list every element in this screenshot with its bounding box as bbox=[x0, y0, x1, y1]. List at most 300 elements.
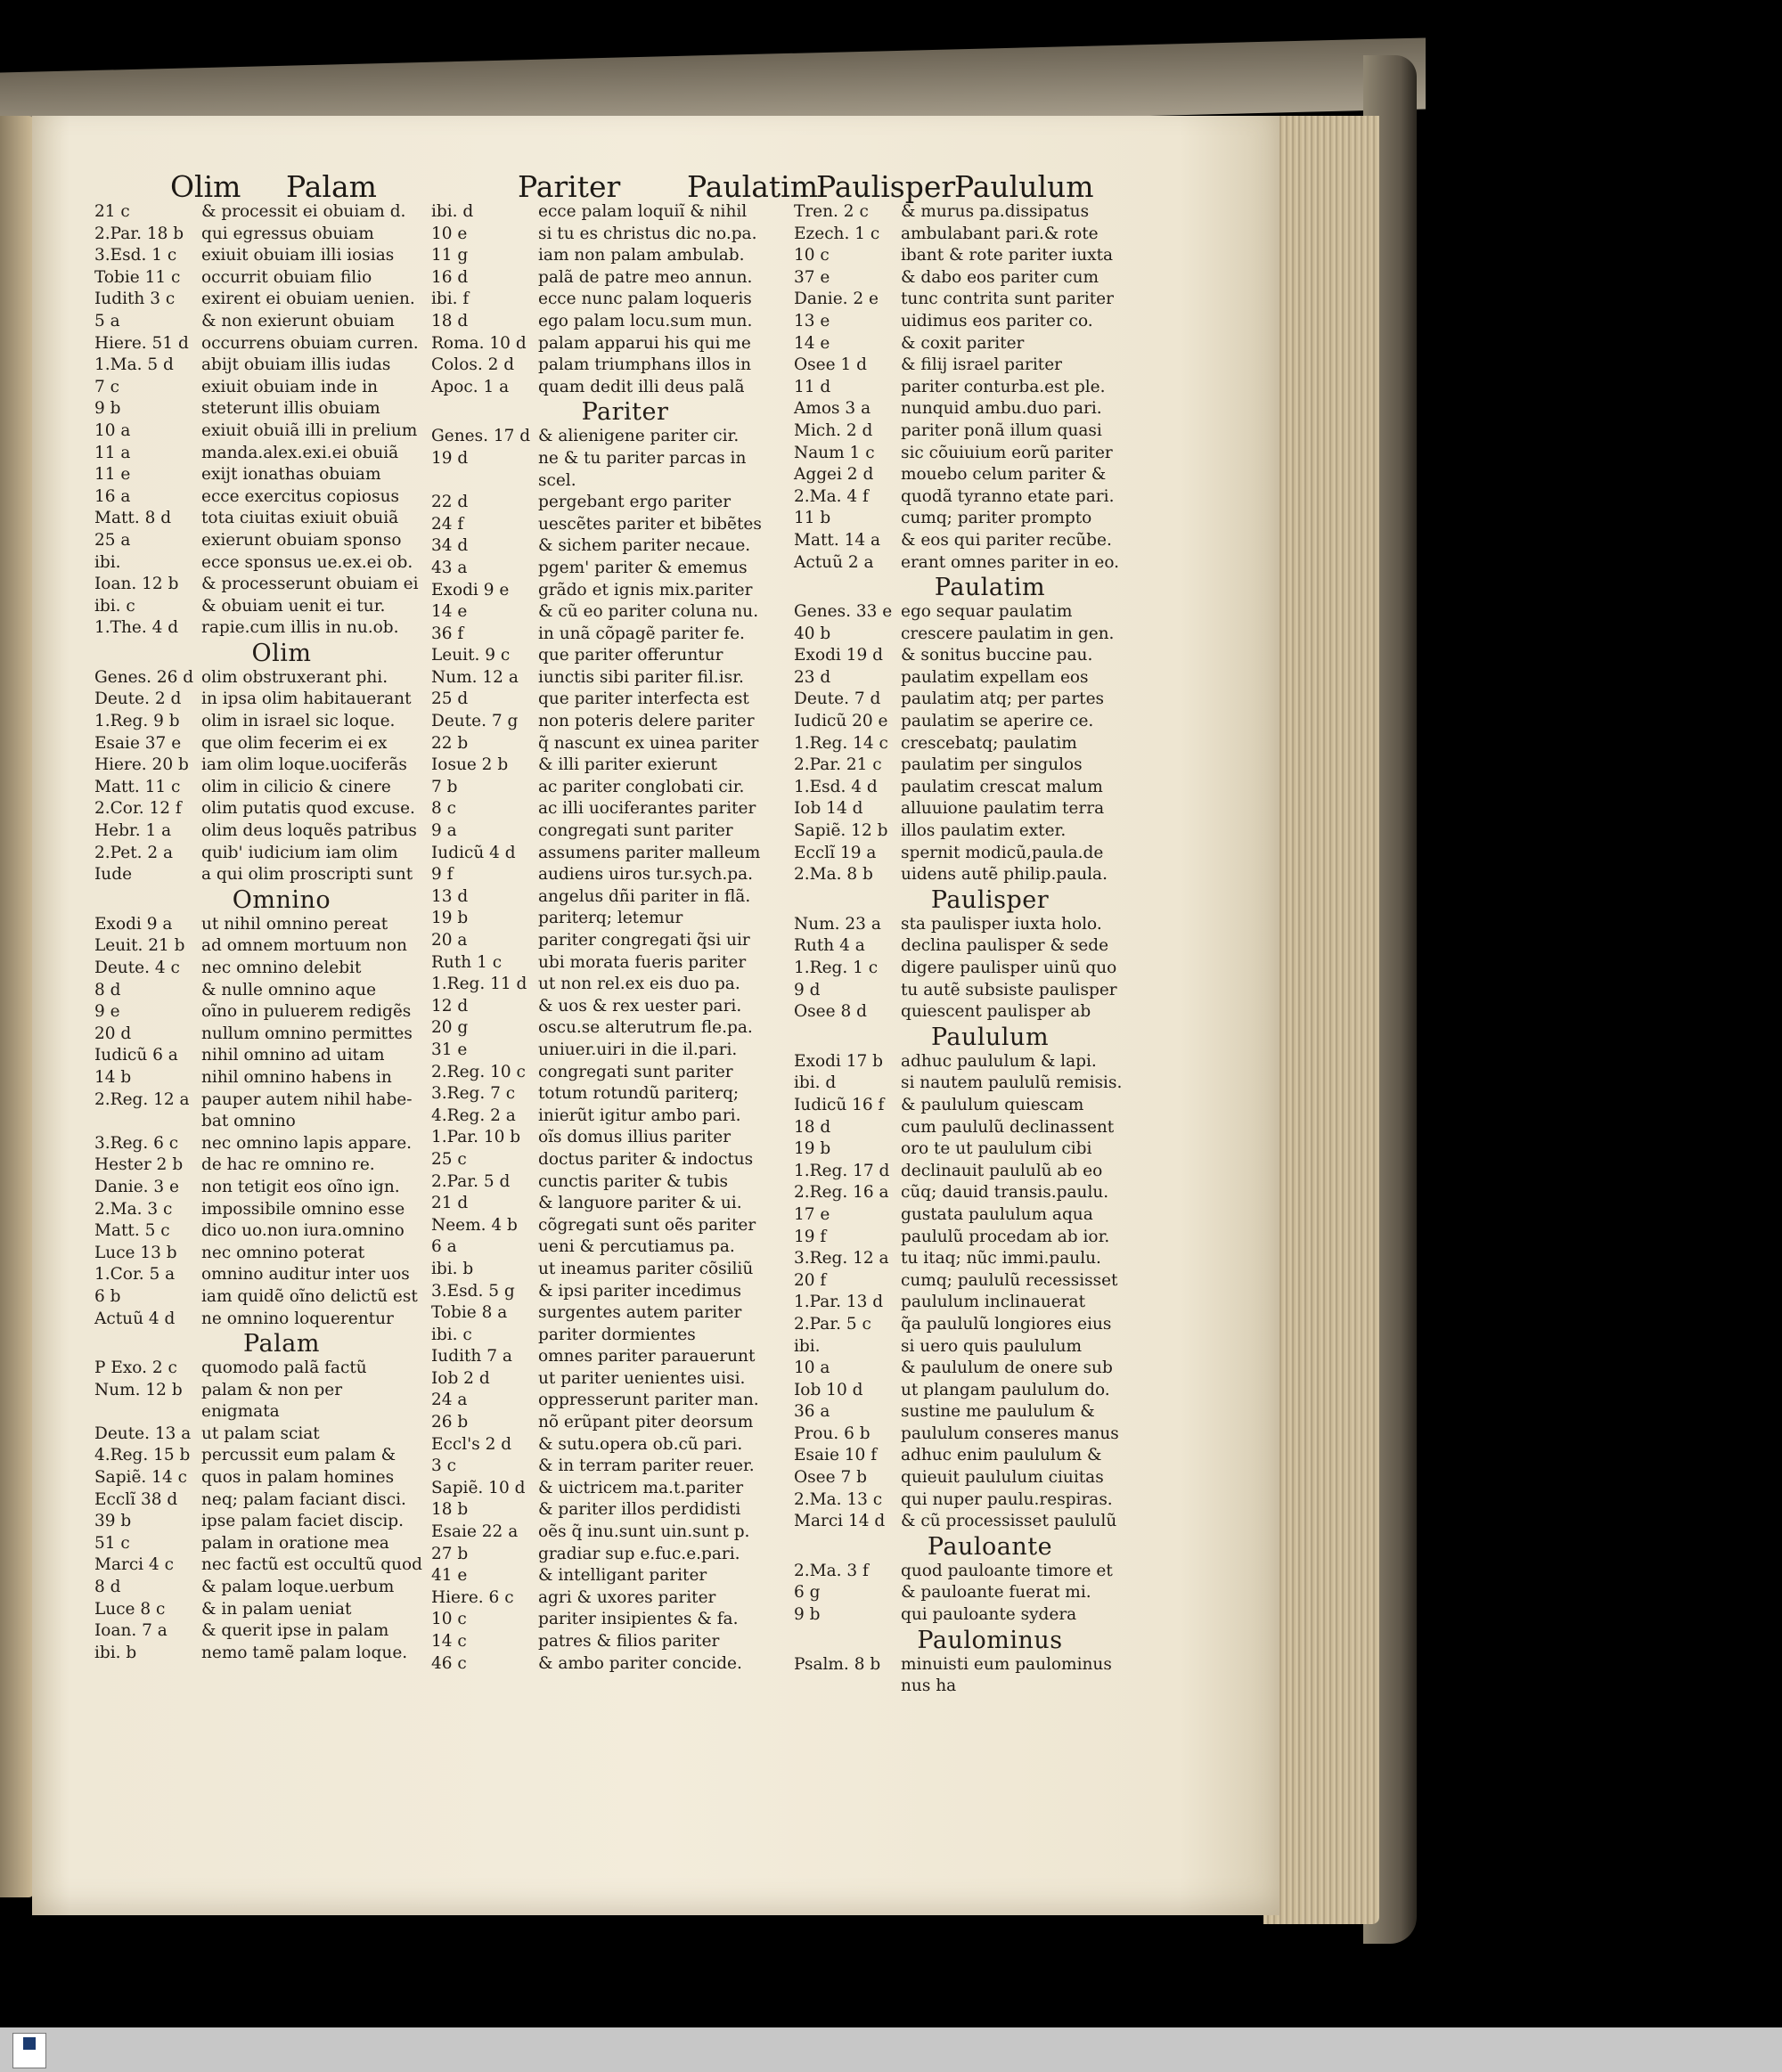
citation-reference: Iudith 7 a bbox=[431, 1347, 512, 1366]
citation-reference: ibi. bbox=[94, 552, 121, 572]
citation-reference: 11 b bbox=[794, 509, 831, 528]
concordance-line bbox=[94, 1111, 469, 1133]
citation-text: si uero quis paululum bbox=[901, 1336, 1083, 1356]
citation-text: qui nuper paulu.respiras. bbox=[901, 1489, 1113, 1509]
citation-text: minuisti eum paulominus bbox=[901, 1654, 1112, 1674]
citation-reference: 25 d bbox=[431, 689, 469, 709]
citation-reference: ibi. b bbox=[94, 1643, 137, 1662]
concordance-line bbox=[94, 733, 469, 755]
citation-text: non poteris delere pariter bbox=[538, 712, 755, 731]
concordance-line bbox=[794, 1467, 1186, 1489]
citation-reference: 25 a bbox=[94, 530, 131, 550]
citation-reference: 37 e bbox=[794, 267, 830, 287]
citation-text: spernit modicũ,paula.de bbox=[901, 843, 1104, 862]
citation-reference: 1.Esd. 4 d bbox=[794, 777, 878, 796]
citation-text: nus ha bbox=[901, 1676, 957, 1696]
citation-text: & querit ipse in palam bbox=[201, 1621, 389, 1641]
citation-text: nõ erũpant piter deorsum bbox=[538, 1413, 754, 1432]
citation-text: oĩs domus illius pariter bbox=[538, 1128, 732, 1147]
concordance-line bbox=[431, 1302, 819, 1325]
citation-text: occurrens obuiam curren. bbox=[201, 333, 419, 353]
citation-text: exierunt obuiam sponso bbox=[201, 530, 402, 550]
citation-reference: 1.Reg. 9 b bbox=[94, 712, 180, 731]
concordance-line bbox=[94, 1554, 469, 1577]
entry-heading: Paulatim bbox=[934, 574, 1046, 602]
citation-reference: Luce 8 c bbox=[94, 1599, 166, 1619]
citation-text: olim deus loquẽs patribus bbox=[201, 821, 417, 841]
citation-reference: Esaie 22 a bbox=[431, 1522, 519, 1542]
concordance-line bbox=[794, 914, 1186, 936]
citation-text: si tu es christus dic no.pa. bbox=[538, 224, 757, 243]
concordance-line bbox=[431, 1149, 819, 1171]
concordance-line bbox=[94, 958, 469, 980]
concordance-line bbox=[794, 377, 1186, 399]
concordance-line bbox=[431, 1281, 819, 1303]
citation-reference: Iudicũ 4 d bbox=[431, 843, 516, 862]
citation-reference: 9 f bbox=[431, 865, 454, 885]
citation-text: paululum inclinauerat bbox=[901, 1293, 1086, 1312]
citation-text: uniuer.uiri in die il.pari. bbox=[538, 1040, 738, 1059]
concordance-line bbox=[431, 645, 819, 667]
citation-text: qui pauloante sydera bbox=[901, 1605, 1077, 1625]
concordance-line bbox=[431, 426, 819, 448]
citation-reference: 6 a bbox=[431, 1237, 457, 1257]
concordance-line bbox=[431, 1127, 819, 1149]
citation-text: totum rotundũ pariterq; bbox=[538, 1084, 740, 1104]
concordance-line bbox=[431, 711, 819, 733]
concordance-line bbox=[431, 224, 819, 246]
concordance-line bbox=[431, 1412, 819, 1434]
citation-reference: Danie. 3 e bbox=[94, 1177, 180, 1196]
citation-text: ac pariter conglobati cir. bbox=[538, 777, 745, 796]
citation-reference: Iude bbox=[94, 865, 133, 885]
citation-text: qui egressus obuiam bbox=[201, 224, 374, 243]
citation-reference bbox=[94, 1111, 201, 1133]
citation-reference: Tobie 11 c bbox=[94, 267, 181, 287]
citation-reference: 2.Ma. 13 c bbox=[794, 1489, 883, 1509]
citation-text: ac illi uociferantes pariter bbox=[538, 799, 756, 819]
citation-reference: 3.Esd. 1 c bbox=[94, 246, 177, 265]
header-word: Paulisper bbox=[816, 169, 956, 204]
citation-reference: Hiere. 20 b bbox=[94, 755, 189, 775]
concordance-line bbox=[431, 996, 819, 1018]
concordance-line bbox=[431, 1609, 819, 1631]
citation-text: dico uo.non iura.omnino bbox=[201, 1221, 405, 1241]
citation-reference: 18 d bbox=[431, 311, 469, 330]
concordance-line bbox=[794, 1358, 1186, 1380]
concordance-line bbox=[794, 1292, 1186, 1314]
citation-text: scel. bbox=[538, 470, 576, 490]
entry-heading: Paululum bbox=[930, 1023, 1050, 1051]
citation-text: impossibile omnino esse bbox=[201, 1199, 405, 1219]
entry-heading: Olim bbox=[251, 639, 312, 667]
citation-text: & alienigene pariter cir. bbox=[538, 427, 740, 446]
citation-reference: Matt. 5 c bbox=[94, 1221, 170, 1241]
citation-text: crescere paulatim in gen. bbox=[901, 624, 1115, 643]
concordance-line bbox=[794, 843, 1186, 865]
citation-text: cũq; dauid transis.paulu. bbox=[901, 1183, 1109, 1203]
citation-reference: 3 c bbox=[431, 1456, 457, 1476]
citation-reference: 2.Cor. 12 f bbox=[94, 799, 182, 819]
concordance-line bbox=[431, 448, 819, 470]
citation-text: & in terram pariter reuer. bbox=[538, 1456, 755, 1476]
citation-reference: 2.Reg. 16 a bbox=[794, 1183, 889, 1203]
citation-text: si nautem paululũ remisis. bbox=[901, 1073, 1123, 1093]
concordance-line bbox=[794, 1248, 1186, 1270]
citation-text: in unã cõpagẽ pariter fe. bbox=[538, 624, 745, 643]
citation-text: exirent ei obuiam uenien. bbox=[201, 290, 415, 309]
citation-text: que olim fecerim ei ex bbox=[201, 733, 388, 753]
citation-text: palam & non per bbox=[201, 1380, 343, 1399]
citation-reference: 10 c bbox=[794, 246, 830, 265]
concordance-line bbox=[431, 1171, 819, 1194]
concordance-line bbox=[794, 508, 1186, 530]
citation-reference: ibi. d bbox=[794, 1073, 837, 1093]
citation-text: ne omnino loquerentur bbox=[201, 1309, 394, 1328]
citation-text: patres & filios pariter bbox=[538, 1632, 720, 1651]
citation-text: congregati sunt pariter bbox=[538, 821, 733, 841]
concordance-line bbox=[94, 1199, 469, 1221]
citation-text: omnes pariter parauerunt bbox=[538, 1347, 756, 1366]
citation-reference: Psalm. 8 b bbox=[794, 1654, 881, 1674]
concordance-line bbox=[94, 420, 469, 443]
citation-reference: 3.Reg. 12 a bbox=[794, 1249, 889, 1268]
citation-reference: 16 d bbox=[431, 267, 469, 287]
citation-text: in ipsa olim habitauerant bbox=[201, 689, 412, 709]
concordance-line bbox=[794, 1095, 1186, 1117]
citation-text: palã de patre meo annun. bbox=[538, 267, 753, 287]
citation-text: iam non palam ambulab. bbox=[538, 246, 745, 265]
citation-text: erant omnes pariter in eo. bbox=[901, 552, 1120, 572]
citation-text: nullum omnino permittes bbox=[201, 1024, 413, 1043]
concordance-line bbox=[431, 1631, 819, 1653]
concordance-line bbox=[94, 1620, 469, 1643]
concordance-line bbox=[794, 1445, 1186, 1467]
citation-reference: 2.Ma. 8 b bbox=[794, 865, 873, 885]
citation-reference: Prou. 6 b bbox=[794, 1423, 871, 1443]
concordance-line bbox=[794, 1401, 1186, 1423]
entry-heading: Paulisper bbox=[930, 885, 1050, 914]
citation-reference: Exodi 9 a bbox=[94, 914, 173, 934]
citation-reference: Leuit. 9 c bbox=[431, 646, 511, 665]
citation-text: ut nihil omnino pereat bbox=[201, 914, 388, 934]
citation-reference: 2.Ma. 3 c bbox=[94, 1199, 173, 1219]
concordance-line bbox=[794, 1138, 1186, 1161]
concordance-line bbox=[94, 311, 469, 333]
citation-reference: 24 f bbox=[431, 514, 464, 534]
concordance-line bbox=[794, 311, 1186, 333]
concordance-line bbox=[431, 1653, 819, 1676]
citation-reference: 36 f bbox=[431, 624, 464, 643]
concordance-line bbox=[794, 420, 1186, 443]
citation-reference: 34 d bbox=[431, 536, 469, 556]
concordance-line bbox=[431, 1040, 819, 1062]
citation-text: & processit ei obuiam d. bbox=[201, 202, 406, 221]
citation-text: olim putatis quod excuse. bbox=[201, 799, 415, 819]
citation-text: & processerunt obuiam ei bbox=[201, 575, 419, 594]
concordance-line bbox=[94, 574, 469, 596]
concordance-line bbox=[794, 624, 1186, 646]
citation-reference: Exodi 19 d bbox=[794, 646, 883, 665]
citation-reference: Ecclĩ 38 d bbox=[94, 1489, 178, 1509]
citation-text: surgentes autem pariter bbox=[538, 1303, 742, 1323]
concordance-line bbox=[94, 980, 469, 1002]
concordance-line bbox=[431, 1062, 819, 1084]
concordance-line bbox=[431, 1390, 819, 1412]
citation-text: cumq; pariter prompto bbox=[901, 509, 1092, 528]
citation-reference: 14 e bbox=[431, 602, 468, 622]
citation-reference: Ioan. 7 a bbox=[94, 1621, 168, 1641]
concordance-line bbox=[431, 908, 819, 930]
concordance-line bbox=[431, 1456, 819, 1478]
concordance-line bbox=[794, 1227, 1186, 1249]
concordance-line bbox=[94, 755, 469, 777]
concordance-line bbox=[794, 1380, 1186, 1402]
citation-text: quod pauloante timore et bbox=[901, 1561, 1113, 1580]
citation-reference: 2.Par. 21 c bbox=[794, 755, 882, 775]
concordance-line bbox=[94, 1045, 469, 1067]
citation-reference: Osee 8 d bbox=[794, 1002, 867, 1022]
concordance-line bbox=[431, 843, 819, 865]
citation-text: adhuc enim paululum & bbox=[901, 1446, 1102, 1465]
citation-reference: 14 b bbox=[94, 1067, 132, 1087]
concordance-line bbox=[794, 1654, 1186, 1676]
citation-text: ut palam sciat bbox=[201, 1423, 320, 1443]
concordance-line bbox=[94, 1309, 469, 1331]
citation-text: manda.alex.exi.ei obuiã bbox=[201, 443, 399, 462]
citation-text: & uos & rex uester pari. bbox=[538, 996, 742, 1016]
citation-reference: 39 b bbox=[94, 1512, 132, 1531]
citation-reference bbox=[431, 470, 538, 493]
citation-text: & intelligant pariter bbox=[538, 1566, 707, 1586]
concordance-line bbox=[431, 1434, 819, 1456]
citation-text: palam in oratione mea bbox=[201, 1533, 389, 1553]
citation-text: ut ineamus pariter cõsiliũ bbox=[538, 1259, 754, 1278]
citation-text: & uictricem ma.t.pariter bbox=[538, 1478, 744, 1497]
concordance-line bbox=[794, 267, 1186, 290]
citation-text: nunquid ambu.duo pari. bbox=[901, 399, 1102, 419]
citation-reference: ibi. bbox=[794, 1336, 821, 1356]
concordance-line bbox=[94, 1445, 469, 1467]
citation-text: paulatim expellam eos bbox=[901, 667, 1089, 687]
concordance-line bbox=[794, 1582, 1186, 1604]
citation-text: gustata paululum aqua bbox=[901, 1204, 1093, 1224]
concordance-line bbox=[431, 267, 819, 290]
concordance-line bbox=[431, 1544, 819, 1566]
citation-text: que pariter offeruntur bbox=[538, 646, 723, 665]
concordance-line bbox=[94, 1220, 469, 1243]
concordance-line bbox=[94, 1001, 469, 1024]
concordance-line bbox=[794, 464, 1186, 486]
citation-reference: Marci 4 c bbox=[94, 1555, 174, 1575]
citation-text: ut non rel.ex eis duo pa. bbox=[538, 975, 740, 994]
citation-reference: 1.Cor. 5 a bbox=[94, 1265, 176, 1285]
citation-reference: 3.Reg. 6 c bbox=[94, 1133, 179, 1153]
citation-text: tunc contrita sunt pariter bbox=[901, 290, 1114, 309]
citation-text: iam quidẽ oĩno delictũ est bbox=[201, 1286, 418, 1306]
citation-text: oppresserunt pariter man. bbox=[538, 1391, 759, 1410]
concordance-line bbox=[94, 552, 469, 575]
citation-text: & filij israel pariter bbox=[901, 355, 1063, 375]
citation-text: non tetigit eos oĩno ign. bbox=[201, 1177, 400, 1196]
concordance-line bbox=[794, 958, 1186, 980]
citation-reference: 10 c bbox=[431, 1610, 467, 1629]
concordance-line bbox=[94, 1133, 469, 1155]
citation-text: oscu.se alterutrum fle.pa. bbox=[538, 1018, 753, 1038]
citation-reference: 7 b bbox=[431, 777, 458, 796]
citation-text: tu autẽ subsiste paulisper bbox=[901, 980, 1117, 999]
citation-text: crescebatq; paulatim bbox=[901, 733, 1077, 753]
citation-reference: 2.Reg. 12 a bbox=[94, 1089, 190, 1109]
citation-reference: Eccl's 2 d bbox=[431, 1434, 512, 1454]
citation-text: & obuiam uenit ei tur. bbox=[201, 596, 386, 616]
citation-reference: Ezech. 1 c bbox=[794, 224, 880, 243]
concordance-column bbox=[431, 201, 819, 1675]
concordance-line bbox=[94, 224, 469, 246]
concordance-line bbox=[94, 267, 469, 290]
citation-reference: Genes. 17 d bbox=[431, 427, 531, 446]
concordance-line bbox=[431, 1193, 819, 1215]
concordance-line bbox=[94, 464, 469, 486]
citation-text: quam dedit illi deus palã bbox=[538, 377, 745, 396]
citation-text: quieuit paululum ciuitas bbox=[901, 1468, 1104, 1488]
concordance-line bbox=[94, 1467, 469, 1489]
concordance-line bbox=[431, 1105, 819, 1128]
citation-reference: 10 e bbox=[431, 224, 468, 243]
concordance-line bbox=[431, 1325, 819, 1347]
citation-reference: 22 b bbox=[431, 733, 469, 753]
citation-text: olim in israel sic loque. bbox=[201, 712, 396, 731]
citation-text: ecce palam loquiĩ & nihil bbox=[538, 202, 748, 221]
citation-text: neq; palam faciant disci. bbox=[201, 1489, 406, 1509]
concordance-line bbox=[94, 398, 469, 420]
concordance-line bbox=[794, 289, 1186, 311]
concordance-line bbox=[794, 755, 1186, 777]
citation-reference: Iudicũ 20 e bbox=[794, 712, 888, 731]
concordance-line bbox=[94, 1577, 469, 1599]
concordance-line bbox=[794, 689, 1186, 711]
entry-heading: Pariter bbox=[581, 398, 669, 427]
citation-reference: Num. 12 b bbox=[94, 1380, 183, 1399]
concordance-line bbox=[794, 935, 1186, 958]
concordance-line bbox=[94, 1401, 469, 1423]
concordance-line bbox=[431, 733, 819, 755]
concordance-line bbox=[94, 1533, 469, 1555]
concordance-line bbox=[431, 514, 819, 536]
concordance-line bbox=[431, 470, 819, 493]
concordance-line bbox=[431, 1521, 819, 1544]
citation-reference: 13 e bbox=[794, 311, 830, 330]
citation-reference: 26 b bbox=[431, 1413, 469, 1432]
entry-heading: Pauloante bbox=[927, 1532, 1053, 1561]
citation-reference: Tobie 8 a bbox=[431, 1303, 508, 1323]
citation-text: ibant & rote pariter iuxta bbox=[901, 246, 1114, 265]
concordance-line bbox=[431, 492, 819, 514]
concordance-line bbox=[94, 1358, 469, 1380]
page-edges bbox=[1263, 116, 1379, 1924]
concordance-line bbox=[431, 777, 819, 799]
citation-text: tu itaq; nũc immi.paulu. bbox=[901, 1249, 1101, 1268]
concordance-line bbox=[794, 1117, 1186, 1139]
citation-text: quos in palam homines bbox=[201, 1468, 395, 1488]
concordance-line bbox=[794, 355, 1186, 377]
citation-text: & coxit pariter bbox=[901, 333, 1025, 353]
concordance-line bbox=[431, 558, 819, 580]
citation-text: pauper autem nihil habe- bbox=[201, 1089, 413, 1109]
citation-text: & eos qui pariter recũbe. bbox=[901, 530, 1112, 550]
citation-reference: 14 e bbox=[794, 333, 830, 353]
citation-text: & sutu.opera ob.cũ pari. bbox=[538, 1434, 743, 1454]
concordance-line bbox=[431, 952, 819, 975]
concordance-line bbox=[794, 820, 1186, 843]
concordance-line bbox=[794, 201, 1186, 224]
citation-reference: 10 a bbox=[794, 1358, 830, 1378]
concordance-line bbox=[794, 980, 1186, 1002]
concordance-line bbox=[794, 1001, 1186, 1024]
citation-text: & paululum de onere sub bbox=[901, 1358, 1113, 1378]
citation-text: ecce exercitus copiosus bbox=[201, 486, 399, 506]
concordance-line bbox=[794, 333, 1186, 355]
citation-text: que pariter interfecta est bbox=[538, 689, 749, 709]
concordance-column bbox=[794, 201, 1186, 1698]
citation-reference: Ioan. 12 b bbox=[94, 575, 179, 594]
citation-text: tota ciuitas exiuit obuiã bbox=[201, 509, 399, 528]
citation-text: pariter dormientes bbox=[538, 1325, 696, 1344]
concordance-line bbox=[431, 333, 819, 355]
citation-reference: 2.Pet. 2 a bbox=[94, 843, 174, 862]
concordance-line bbox=[794, 645, 1186, 667]
citation-text: oĩno in puluerem redigẽs bbox=[201, 1002, 412, 1022]
citation-text: ambulabant pari.& rote bbox=[901, 224, 1099, 243]
citation-reference: Deute. 2 d bbox=[94, 689, 182, 709]
concordance-line bbox=[794, 1676, 1186, 1698]
citation-text: abijt obuiam illis iudas bbox=[201, 355, 391, 375]
concordance-line bbox=[94, 1154, 469, 1177]
citation-text: enigmata bbox=[201, 1402, 280, 1422]
concordance-line bbox=[94, 914, 469, 936]
citation-reference: 1.Ma. 5 d bbox=[94, 355, 174, 375]
entry-heading: Omnino bbox=[232, 885, 331, 914]
citation-reference: Hebr. 1 a bbox=[94, 821, 172, 841]
citation-reference: Sapiẽ. 10 d bbox=[431, 1478, 526, 1497]
citation-text: ueni & percutiamus pa. bbox=[538, 1237, 735, 1257]
concordance-line bbox=[794, 552, 1186, 575]
concordance-line bbox=[794, 1561, 1186, 1583]
citation-reference: Esaie 10 f bbox=[794, 1446, 878, 1465]
citation-text: & in palam ueniat bbox=[201, 1599, 352, 1619]
citation-text: ipse palam faciet discip. bbox=[201, 1512, 404, 1531]
citation-reference: 1.Reg. 17 d bbox=[794, 1161, 890, 1180]
citation-text: uidens autẽ philip.paula. bbox=[901, 865, 1108, 885]
citation-reference: 24 a bbox=[431, 1391, 468, 1410]
concordance-line bbox=[94, 798, 469, 820]
citation-reference bbox=[94, 1401, 201, 1423]
citation-reference: 20 g bbox=[431, 1018, 469, 1038]
citation-reference: Iudith 3 c bbox=[94, 290, 176, 309]
concordance-line bbox=[794, 1489, 1186, 1512]
concordance-line bbox=[94, 508, 469, 530]
citation-reference: Roma. 10 d bbox=[431, 333, 527, 353]
concordance-line bbox=[794, 530, 1186, 552]
concordance-line bbox=[94, 935, 469, 958]
citation-text: steterunt illis obuiam bbox=[201, 399, 380, 419]
citation-text: sta paulisper iuxta holo. bbox=[901, 914, 1102, 934]
citation-text: nec omnino delebit bbox=[201, 959, 362, 977]
citation-reference: 8 d bbox=[94, 980, 121, 999]
book-page bbox=[32, 116, 1279, 1915]
concordance-line bbox=[94, 1089, 469, 1112]
citation-text: grãdo et ignis mix.pariter bbox=[538, 580, 753, 600]
